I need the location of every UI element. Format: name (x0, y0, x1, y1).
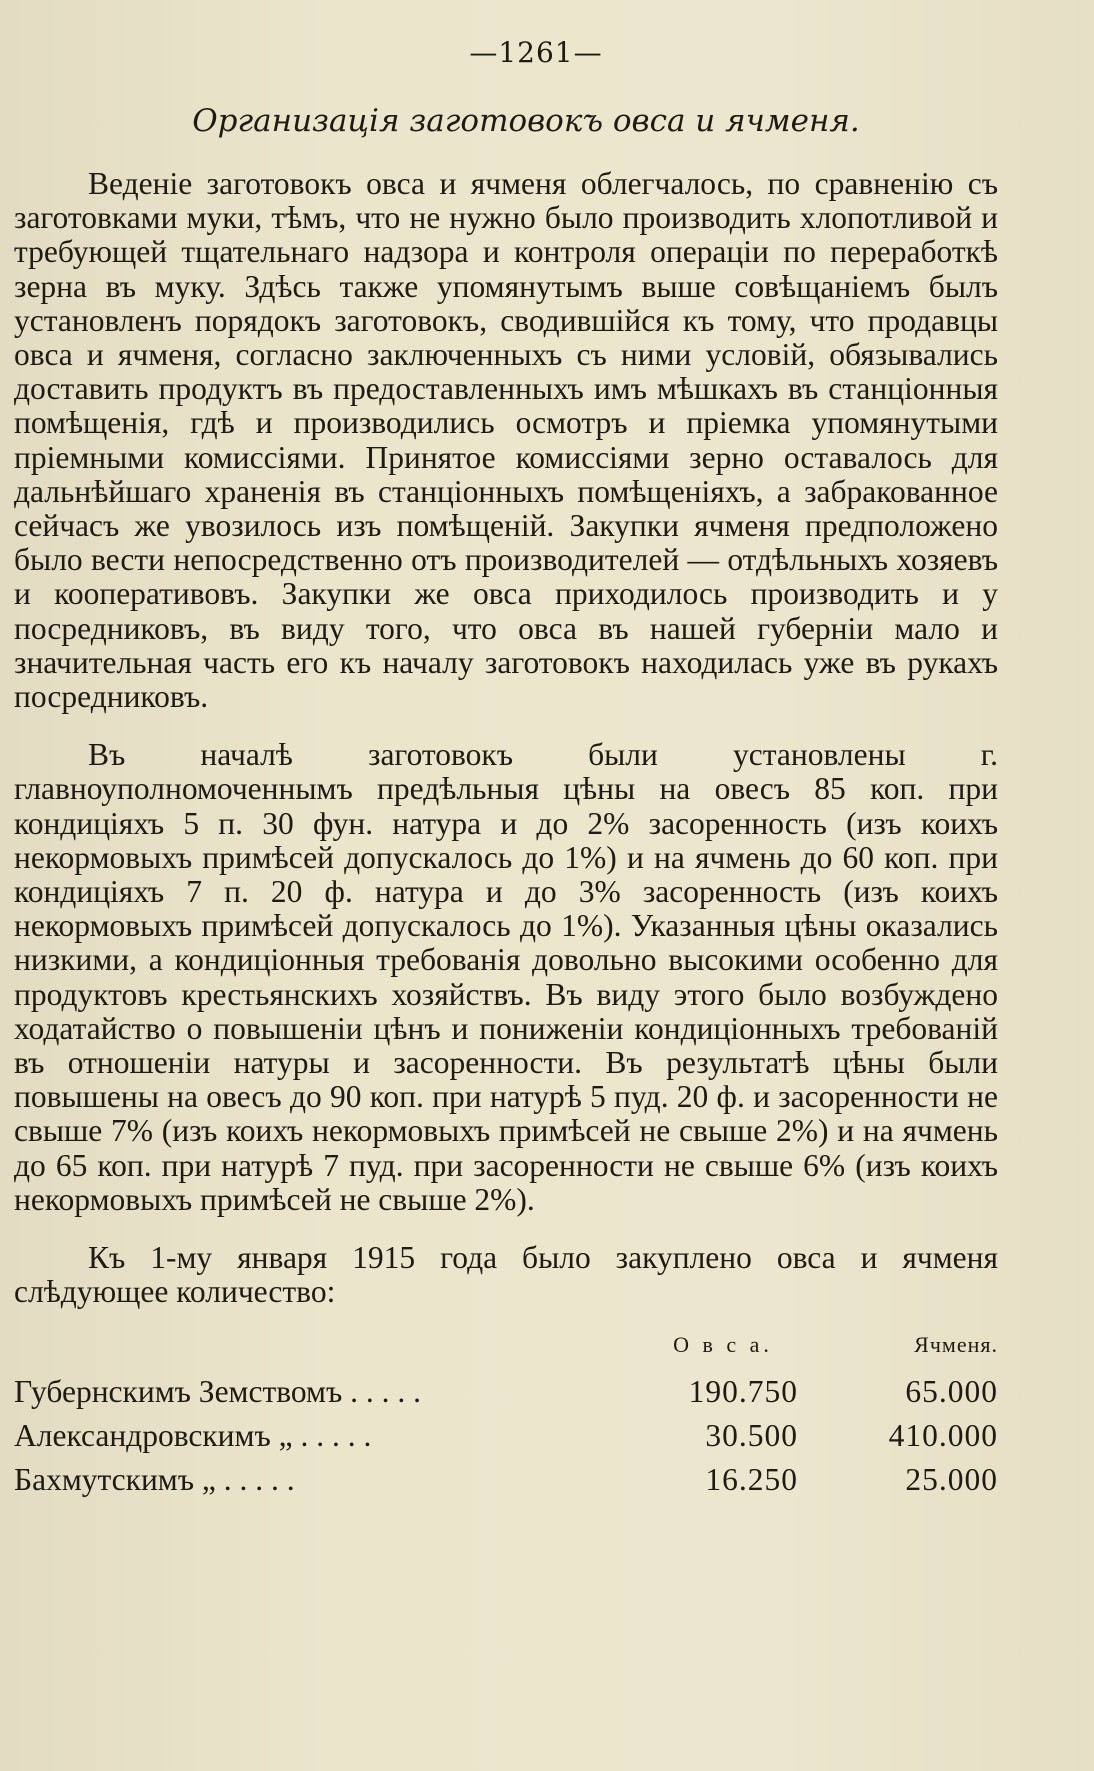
table-header (14, 1332, 998, 1358)
row-label: Бахмутскимъ „ . . . . . (14, 1461, 295, 1497)
row-label: Александровскимъ „ . . . . . (14, 1417, 372, 1453)
paragraph-purchase-summary: Къ 1-му января 1915 года было закуплено овса и ячменя слѣдующее количество: (14, 1240, 998, 1310)
table-row (14, 1458, 998, 1502)
row-barley-value: 410.000 (888, 1417, 998, 1453)
paragraph-procurement-procedure: Веденіе заготовокъ овса и ячменя облегчалось, по сравненію съ заготовками муки, тѣмъ, что не нужно было производить хлопотливой и требующей тщательнаго надзора и контроля операціи по переработкѣ зерна въ муку. Здѣсь также упомянутымъ выше совѣщаніемъ былъ установленъ порядокъ заготовокъ, сводившійся къ тому, что продавцы овса и ячменя, согласно заключенныхъ съ ними условій, обязывались доставить продуктъ въ предоставленныхъ имъ мѣшкахъ въ станціонныя помѣщенія, гдѣ и производились осмотръ и пріемка упомянутыми пріемными комиссіями. Принятое комиссіями зерно оставалось для дальнѣйшаго храненія въ станціонныхъ помѣщеніяхъ, а забракованное сейчасъ же увозилось изъ помѣщеній. Закупки ячменя предположено было вести непосредственно отъ производителей — отдѣльныхъ хозяевъ и кооперативовъ. Закупки же овса приходилось производить и у посредниковъ, въ виду того, что овса въ нашей губерніи мало и значительная часть его къ началу заготовокъ находилась уже въ рукахъ посредниковъ. (14, 166, 998, 715)
section-title: Организація заготовокъ овса и ячменя. (192, 103, 860, 139)
table-row (14, 1414, 998, 1458)
page-number: —1261— (469, 36, 603, 69)
row-oats-value: 30.500 (705, 1417, 798, 1453)
row-label: Губернскимъ Земствомъ . . . . . (14, 1373, 422, 1409)
purchase-table (14, 1332, 998, 1502)
row-barley-value: 65.000 (905, 1373, 998, 1409)
row-oats-value: 190.750 (688, 1373, 798, 1409)
table-row (14, 1370, 998, 1414)
paragraph-prices-and-conditions: Въ началѣ заготовокъ были установлены г. главноуполномоченнымъ предѣльныя цѣны на овесъ 85 коп. при кондиціяхъ 5 п. 30 фун. натура и до 2% засоренность (изъ коихъ некормовыхъ примѣсей допускалось до 1%) и на ячмень до 60 коп. при кондиціяхъ 7 п. 20 ф. натура и до 3% засоренность (изъ коихъ некормовыхъ примѣсей допускалось до 1%). Указанныя цѣны оказались низкими, а кондиціонныя требованія довольно высокими особенно для продуктовъ крестьянскихъ хозяйствъ. Въ виду этого было возбуждено ходатайство о повышеніи цѣнъ и пониженіи кондиціонныхъ требованій въ отношеніи натуры и засоренности. Въ результатѣ цѣны были повышены на овесъ до 90 коп. при натурѣ 5 пуд. 20 ф. и засоренности не свыше 7% (изъ коихъ некормовыхъ примѣсей не свыше 2%) и на ячмень до 65 коп. при натурѣ 7 пуд. при засоренности не свыше 6% (изъ коихъ некормовыхъ примѣсей не свыше 2%). (14, 737, 998, 1217)
row-oats-value: 16.250 (705, 1461, 798, 1497)
column-header-barley: Ячменя. (914, 1331, 998, 1357)
row-barley-value: 25.000 (905, 1461, 998, 1497)
column-header-oats: О в с а. (673, 1331, 773, 1357)
